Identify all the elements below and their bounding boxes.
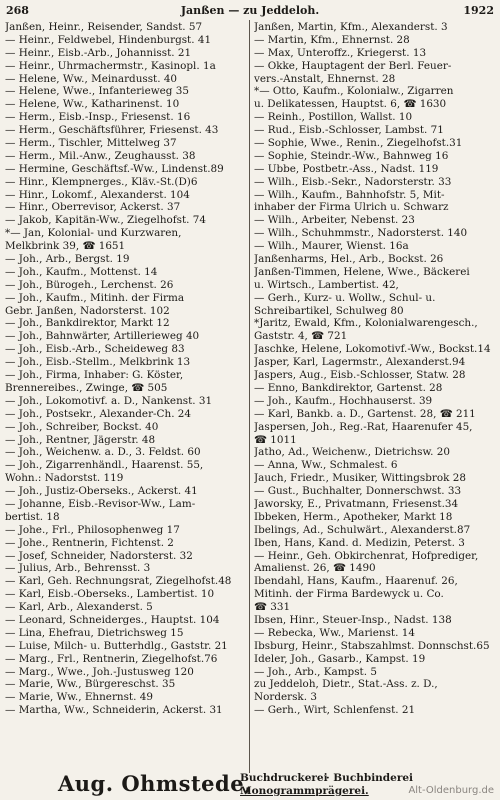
directory-entry: ☎ 1011 — [254, 433, 297, 446]
directory-entry: — Jakob, Kapitän-Ww., Ziegelhofst. 74 — [5, 214, 206, 227]
directory-entry: — Wilh., Maurer, Wienst. 16a — [254, 240, 409, 253]
directory-entry: — Joh., Weichenw. a. D., 3. Feldst. 60 — [5, 446, 201, 459]
page-number: 268 — [6, 4, 29, 17]
directory-entry: — Marg., Wwe., Joh.-Justusweg 120 — [5, 665, 194, 678]
directory-entry: — Joh., Zigarrenhändl., Haarenst. 55, — [5, 459, 204, 472]
directory-entry: — Herm., Geschäftsführer, Friesenst. 43 — [5, 124, 219, 137]
directory-entry: — Joh., Eisb.-Arb., Scheideweg 83 — [5, 343, 185, 356]
directory-entry: Jaspersen, Joh., Reg.-Rat, Haarenufer 45, — [254, 420, 473, 433]
directory-entry: *— Otto, Kaufm., Kolonialw., Zigarren — [254, 85, 454, 98]
directory-entry: Gaststr. 4, ☎ 721 — [254, 330, 348, 343]
directory-entry: — Joh., Firma, Inhaber: G. Köster, — [5, 369, 184, 382]
directory-entry: — Marie, Ww., Ehnernst. 49 — [5, 691, 153, 704]
directory-entry: Janßen-Timmen, Helene, Wwe., Bäckerei — [254, 265, 470, 278]
directory-entry: — Helene, Ww., Katharinenst. 10 — [5, 98, 180, 111]
advertiser-name: Aug. Ohmstede, — [58, 771, 252, 796]
directory-entry: — Joh., Arb., Kampst. 5 — [254, 665, 377, 678]
directory-entry: Jasper, Karl, Lagermstr., Alexanderst.94 — [254, 356, 466, 369]
page-header — [6, 4, 494, 20]
directory-entry: — Joh., Kaufm., Mottenst. 14 — [5, 265, 158, 278]
directory-entry: — Herm., Mil.-Anw., Zeughausst. 38 — [5, 149, 196, 162]
running-title: Janßen — zu Jeddeloh. — [180, 4, 320, 17]
ad-service-binding: · Buchbinderei — [326, 772, 414, 784]
directory-entry: — Gust., Buchhalter, Donnerschwst. 33 — [254, 485, 462, 498]
directory-entry: Ibbeken, Herm., Apotheker, Markt 18 — [254, 510, 453, 523]
directory-entry: — Hinr., Lokomf., Alexanderst. 104 — [5, 188, 190, 201]
directory-entry: *— Jan, Kolonial- und Kurzwaren, — [5, 227, 182, 240]
directory-entry: — Joh., Bürogeh., Lerchenst. 26 — [5, 278, 174, 291]
column-divider — [249, 20, 250, 773]
directory-entry: Gebr. Janßen, Nadorsterst. 102 — [5, 304, 170, 317]
ad-service-monogram: Monogrammprägerei. — [240, 785, 369, 797]
directory-entry: — Okke, Hauptagent der Berl. Feuer- — [254, 59, 452, 72]
directory-entry: Jaspers, Aug., Eisb.-Schlosser, Statw. 28 — [254, 369, 466, 382]
directory-entry: — Martha, Ww., Schneiderin, Ackerst. 31 — [5, 704, 223, 717]
directory-entry: — Ubbe, Postbetr.-Ass., Nadst. 119 — [254, 162, 439, 175]
directory-entry: — Herm., Tischler, Mittelweg 37 — [5, 137, 177, 150]
directory-entry: Iben, Hans, Kand. d. Medizin, Peterst. 3 — [254, 536, 465, 549]
directory-entry: Janßenharms, Hel., Arb., Bockst. 26 — [254, 253, 444, 266]
directory-entry: u. Wirtsch., Lambertist. 42, — [254, 278, 399, 291]
directory-entry: — Heinr., Uhrmachermstr., Kasinopl. 1a — [5, 59, 216, 72]
directory-entry: — Joh., Rentner, Jägerstr. 48 — [5, 433, 156, 446]
directory-entry: — Rud., Eisb.-Schlosser, Lambst. 71 — [254, 124, 444, 137]
right-column — [254, 21, 496, 717]
directory-entry: — Joh., Arb., Bergst. 19 — [5, 253, 130, 266]
directory-entry: — Hinr., Klempnerges., Kläv.-St.(D)6 — [5, 175, 198, 188]
left-column — [5, 21, 247, 717]
directory-entry: Jaworsky, E., Privatmann, Friesenst.34 — [254, 497, 459, 510]
directory-entry: — Heinr., Geh. Obkirchenrat, Hofprediger, — [254, 549, 479, 562]
directory-entry: Ideler, Joh., Gasarb., Kampst. 19 — [254, 652, 426, 665]
directory-entry: — Wilh., Eisb.-Sekr., Nadorsterstr. 33 — [254, 175, 452, 188]
directory-entry: bertist. 18 — [5, 510, 60, 523]
directory-entry: — Reinh., Postillon, Wallst. 10 — [254, 111, 413, 124]
footer-advertisement — [0, 770, 500, 798]
directory-entry: — Karl, Geh. Rechnungsrat, Ziegelhofst.48 — [5, 575, 232, 588]
directory-entry: — Enno, Bankdirektor, Gartenst. 28 — [254, 381, 443, 394]
directory-entry: — Anna, Ww., Schmalest. 6 — [254, 459, 398, 472]
directory-entry: — Joh., Eisb.-Stellm., Melkbrink 13 — [5, 356, 191, 369]
directory-entry: *Jaritz, Ewald, Kfm., Kolonialwarengesch., — [254, 317, 478, 330]
directory-entry: inhaber der Firma Ulrich u. Schwarz — [254, 201, 449, 214]
directory-entry: — Johe., Frl., Philosophenweg 17 — [5, 523, 180, 536]
directory-entry: — Sophie, Wwe., Renin., Ziegelhofst.31 — [254, 137, 463, 150]
directory-entry: — Marie, Ww., Bürgereschst. 35 — [5, 678, 176, 691]
directory-entry: — Luise, Milch- u. Butterhdlg., Gaststr. 21 — [5, 639, 228, 652]
directory-entry: — Wilh., Kaufm., Bahnhofstr. 5, Mit- — [254, 188, 445, 201]
directory-entry: — Gerh., Wirt, Schlenfenst. 21 — [254, 704, 416, 717]
directory-entry: — Joh., Postsekr., Alexander-Ch. 24 — [5, 407, 192, 420]
directory-entry: — Gerh., Kurz- u. Wollw., Schul- u. — [254, 291, 436, 304]
directory-entry: — Leonard, Schneiderges., Hauptst. 104 — [5, 613, 220, 626]
directory-entry: — Martin, Kfm., Ehnernst. 28 — [254, 33, 410, 46]
directory-entry: — Julius, Arb., Behrensst. 3 — [5, 562, 151, 575]
directory-entry: — Joh., Kaufm., Mitinh. der Firma — [5, 291, 185, 304]
directory-entry: — Heinr., Feldwebel, Hindenburgst. 41 — [5, 33, 212, 46]
directory-entry: — Hermine, Geschäftsf.-Ww., Lindenst.89 — [5, 162, 224, 175]
directory-entry: — Heinr., Eisb.-Arb., Johannisst. 21 — [5, 46, 192, 59]
directory-entry: — Josef, Schneider, Nadorsterst. 32 — [5, 549, 193, 562]
directory-entry: Nordersk. 3 — [254, 691, 317, 704]
directory-entry: — Lina, Ehefrau, Dietrichsweg 15 — [5, 626, 184, 639]
ad-service-printing: Buchdruckerei — [240, 772, 328, 784]
directory-entry: — Karl, Eisb.-Oberseks., Lambertist. 10 — [5, 588, 215, 601]
directory-entry: — Johe., Rentnerin, Fichtenst. 2 — [5, 536, 174, 549]
directory-entry: Wohn.: Nadorstst. 119 — [5, 472, 124, 485]
directory-entry: — Helene, Wwe., Infanterieweg 35 — [5, 85, 189, 98]
watermark: Alt-Oldenburg.de — [408, 785, 494, 796]
directory-entry: zu Jeddeloh, Dietr., Stat.-Ass. z. D., — [254, 678, 438, 691]
directory-entry: u. Delikatessen, Hauptst. 6, ☎ 1630 — [254, 98, 447, 111]
directory-entry: Mitinh. der Firma Bardewyck u. Co. — [254, 588, 444, 601]
directory-entry: Schreibartikel, Schulweg 80 — [254, 304, 404, 317]
directory-entry: — Joh., Bankdirektor, Markt 12 — [5, 317, 170, 330]
directory-entry: — Hinr., Oberrevisor, Ackerst. 37 — [5, 201, 181, 214]
directory-entry: Brennereibes., Zwinge, ☎ 505 — [5, 381, 168, 394]
directory-entry: vers.-Anstalt, Ehnernst. 28 — [254, 72, 396, 85]
directory-entry: — Wilh., Schuhmmstr., Nadorsterst. 140 — [254, 227, 468, 240]
directory-entry: Amalienst. 26, ☎ 1490 — [254, 562, 376, 575]
directory-entry: — Rebecka, Ww., Marienst. 14 — [254, 626, 415, 639]
directory-entry: — Helene, Ww., Meinardusst. 40 — [5, 72, 178, 85]
directory-entry: Ibsburg, Heinr., Stabszahlmst. Donnschst.65 — [254, 639, 490, 652]
directory-entry: — Herm., Eisb.-Insp., Friesenst. 16 — [5, 111, 191, 124]
directory-entry: — Joh., Justiz-Oberseks., Ackerst. 41 — [5, 485, 198, 498]
directory-entry: — Joh., Kaufm., Hochhauserst. 39 — [254, 394, 433, 407]
directory-entry: Janßen, Martin, Kfm., Alexanderst. 3 — [254, 21, 448, 33]
directory-entry: Ibelings, Ad., Schulwärt., Alexanderst.87 — [254, 523, 471, 536]
directory-entry: Ibendahl, Hans, Kaufm., Haarenuf. 26, — [254, 575, 458, 588]
directory-entry: Jaschke, Helene, Lokomotivf.-Ww., Bockst.14 — [254, 343, 491, 356]
directory-entry: Ibsen, Hinr., Steuer-Insp., Nadst. 138 — [254, 613, 452, 626]
directory-entry: — Joh., Schreiber, Bockst. 40 — [5, 420, 159, 433]
directory-entry: Jatho, Ad., Weichenw., Dietrichsw. 20 — [254, 446, 450, 459]
directory-entry: — Joh., Lokomotivf. a. D., Nankenst. 31 — [5, 394, 213, 407]
directory-entry: — Joh., Bahnwärter, Artillerieweg 40 — [5, 330, 200, 343]
year: 1922 — [463, 4, 494, 17]
directory-entry: ☎ 331 — [254, 601, 291, 614]
directory-entry: — Johanne, Eisb.-Revisor-Ww., Lam- — [5, 497, 196, 510]
directory-entry: — Wilh., Arbeiter, Nebenst. 23 — [254, 214, 415, 227]
directory-entry: — Marg., Frl., Rentnerin, Ziegelhofst.76 — [5, 652, 218, 665]
directory-entry: Janßen, Heinr., Reisender, Sandst. 57 — [5, 21, 203, 33]
directory-entry: — Sophie, Steindr.-Ww., Bahnweg 16 — [254, 149, 449, 162]
directory-entry: — Max, Unteroffz., Kriegerst. 13 — [254, 46, 427, 59]
directory-entry: — Karl, Bankb. a. D., Gartenst. 28, ☎ 211 — [254, 407, 476, 420]
directory-entry: Jauch, Friedr., Musiker, Wittingsbrok 28 — [254, 472, 466, 485]
directory-entry: Melkbrink 39, ☎ 1651 — [5, 240, 126, 253]
directory-entry: — Karl, Arb., Alexanderst. 5 — [5, 601, 153, 614]
